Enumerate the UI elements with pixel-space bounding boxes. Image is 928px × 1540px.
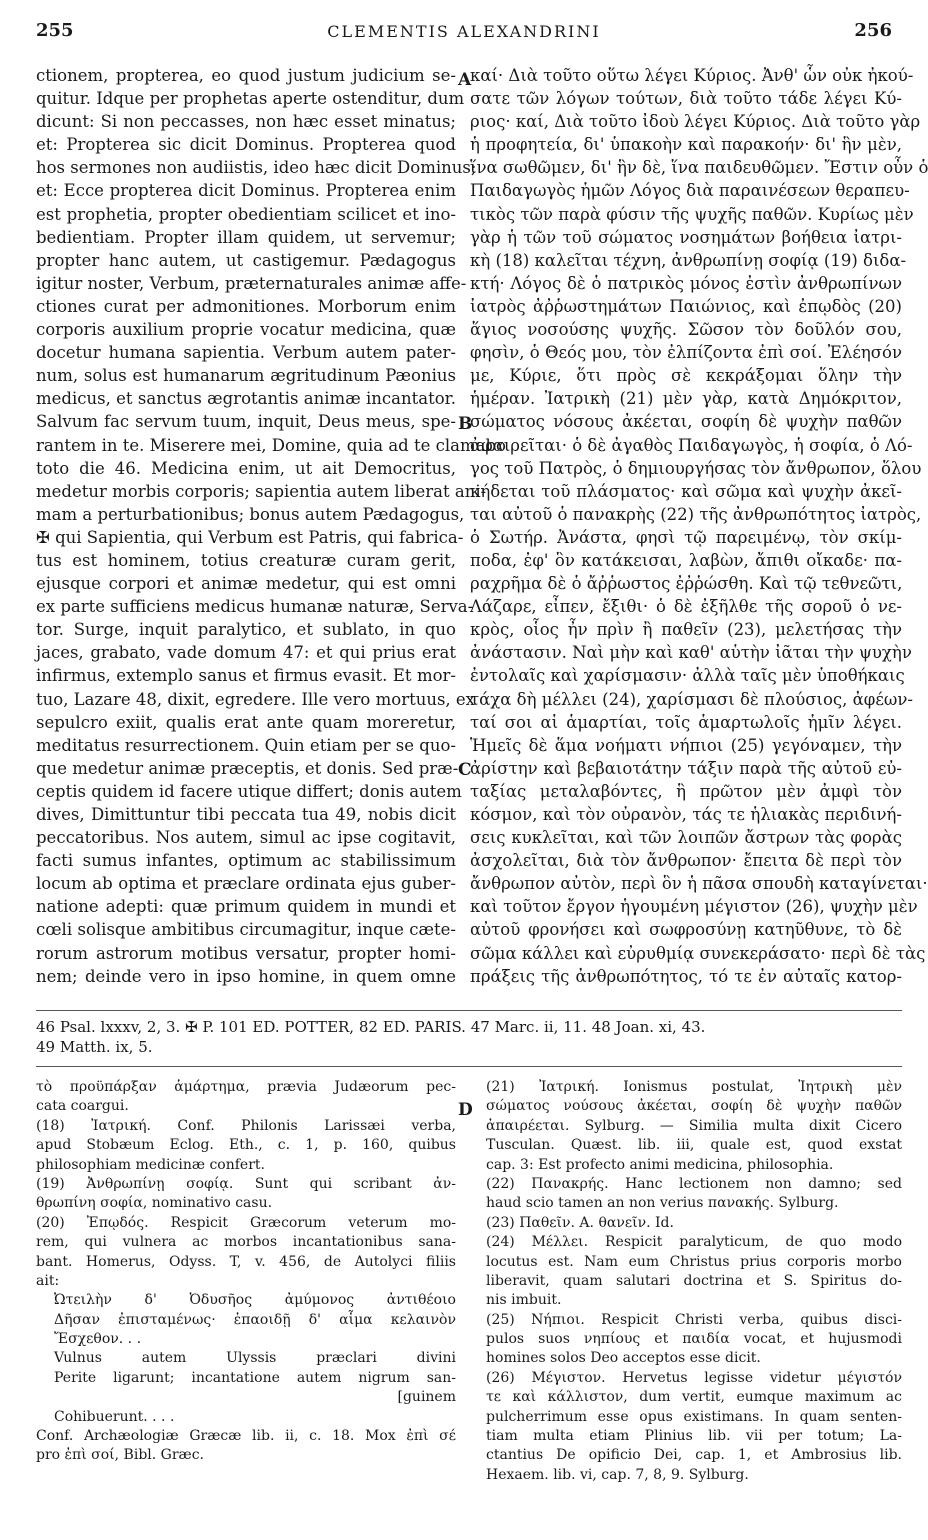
latin-text-line: bedientiam. Propter illam quidem, ut servemur; — [36, 227, 456, 247]
greek-text-line: κτή· Λόγος δὲ ὁ πατρικὸς μόνος ἐστὶν ἀνθρωπίνων — [470, 273, 902, 293]
section-marker-d: D — [458, 1100, 473, 1120]
footnote-line: ἀπαιρέεται. Sylburg. — Similia multa dixit Cicero — [486, 1117, 902, 1134]
latin-text-line: quitur. Idque per prophetas aperte ostenditur, dum — [36, 89, 465, 109]
footnote-line: (21) Ἰατρική. Ionismus postulat, Ἰητρικὴ μὲν — [486, 1079, 902, 1095]
footnote-line: Cohibuerunt. . . . — [54, 1408, 175, 1425]
footnote-line: Perite ligarunt; incantatione autem nigrum san- — [54, 1369, 456, 1386]
greek-text-line: τικὸς τῶν παρὰ φύσιν τῆς ψυχῆς παθῶν. Κυρίως μὲν — [470, 204, 914, 224]
greek-text-line: Ἡμεῖς δὲ ἅμα νοήματι νήπιοι (25) γεγόναμεν, τὴν — [470, 735, 902, 755]
greek-text-line: ριος· καί, Διὰ τοῦτο ἰδοὺ λέγει Κύριος. Διὰ τοῦτο γὰρ — [470, 112, 921, 132]
greek-text-line: αὐτοῦ φρονήσει καὶ σωφροσύνῃ κατηῦθυνε, τὸ δὲ — [470, 920, 902, 940]
greek-text-line: κὴ (18) καλεῖται τέχνη, ἀνθρωπίνῃ σοφίᾳ (19) διδα- — [470, 250, 907, 270]
latin-text-line: meditatus resurrectionem. Quin etiam per se quo- — [36, 735, 456, 755]
greek-text-line: ραχρῆμα δὲ ὁ ἄῤῥωστος ἐῤῥώσθη. Καὶ τῷ τεθνεῶτι, — [470, 574, 903, 594]
footnote-line: ait: — [36, 1272, 60, 1289]
footnote-line: Δῆσαν ἐπισταμένως· ἐπαοιδῇ δ' αἷμα κελαινὸν — [54, 1311, 456, 1328]
greek-text-line: ὁ Σωτήρ. Ἀνάστα, φησὶ τῷ παρειμένῳ, τὸν σκίμ- — [470, 527, 902, 547]
footnote-line: liberavit, quam salutari doctrina et S. Spiritus do- — [486, 1272, 902, 1289]
latin-text-line: num, solus est humanarum ægritudinum Pæonius — [36, 366, 456, 386]
footnote-line: (20) Ἐπῳδός. Respicit Græcorum veterum mo- — [36, 1214, 456, 1231]
greek-text-line: πράξεις τῆς ἀνθρωπότητος, τό τε ἐν αὐταῖς κατορ- — [470, 966, 902, 986]
footnote-line: τε καὶ κάλλιστον, dum vertit, eumque maximum ac — [486, 1389, 902, 1406]
footnote-line: pro ἐπὶ σοί, Bibl. Græc. — [36, 1447, 204, 1464]
latin-text-line: rorum astrorum motibus versatur, propter homi- — [36, 943, 456, 963]
latin-text-line: et: Ecce propterea dicit Dominus. Propterea enim — [36, 181, 456, 201]
greek-text-line: ἡμέραν. Ἰατρικὴ (21) μὲν γὰρ, κατὰ Δημόκριτον, — [470, 389, 902, 409]
latin-text-column — [36, 64, 506, 988]
footnote-line: philosophiam medicinæ confert. — [36, 1156, 265, 1173]
latin-text-line: dicunt: Si non peccasses, non hæc esset minatus; — [36, 112, 456, 132]
greek-text-line: ἰατρὸς ἀῤῥωστημάτων Παιώνιος, καὶ ἐπῳδὸς (20) — [470, 296, 902, 316]
latin-text-line: ex parte sufficiens medicus humanæ naturæ, Serva- — [36, 597, 474, 617]
footnote-line: locutus est. Nam eum Christus prius corporis morbo — [486, 1253, 902, 1270]
greek-text-line: γος τοῦ Πατρὸς, ὁ δημιουργήσας τὸν ἄνθρωπον, ὅλου — [470, 458, 922, 478]
footnote-line: pulos suos νηπίους et παιδία vocat, et hujusmodi — [486, 1331, 902, 1348]
footnote-line: homines solos Deo acceptos esse dicit. — [486, 1350, 761, 1367]
latin-text-line: cœli solisque ambitibus circumagitur, inque cæte- — [36, 920, 456, 940]
greek-text-line: σεις κυκλεῖται, καὶ τῶν λοιπῶν ἄστρων τὰς φορὰς — [470, 828, 902, 848]
latin-text-line: facti sumus infantes, optimum ac stabilissimum — [36, 851, 456, 871]
footnotes-right-column — [486, 1078, 902, 1485]
footnote-line: tiam multa etiam Plinius lib. vii per totum; La- — [486, 1428, 902, 1445]
latin-text-line: docetur humana sapientia. Verbum autem pater- — [36, 343, 456, 363]
latin-text-line: propter hanc autem, ut castigemur. Pædagogus — [36, 250, 456, 270]
greek-text-line: ἐντολαῖς καὶ χαρίσμασιν· ἀλλὰ ταῖς μὲν ὑποθήκαις — [470, 666, 905, 686]
latin-text-line: igitur noster, Verbum, præternaturales animæ affe- — [36, 273, 467, 293]
latin-text-line: nem; deinde vero in ipso homine, in quem omne — [36, 966, 456, 986]
latin-text-line: tus est hominem, totius creaturæ curam gerit, — [36, 550, 456, 570]
footnote-line: (19) Ἀνθρωπίνῃ σοφίᾳ. Sunt qui scribant ἀν- — [36, 1175, 456, 1192]
latin-text-line: ceptis quidem id facere utique differt; donis autem — [36, 781, 462, 801]
latin-text-line: tor. Surge, inquit paralytico, et sublato, in quo — [36, 620, 456, 640]
footnote-line: (24) Μέλλει. Respicit paralyticum, de quo modo — [486, 1234, 902, 1251]
greek-text-column — [470, 64, 928, 988]
latin-text-line: infirmus, extemplo sanus et firmus evasit. Et mor- — [36, 666, 456, 686]
greek-text-line: γὰρ ἡ τῶν τοῦ σώματος νοσημάτων βοήθεια ἰατρι- — [470, 227, 902, 247]
footnotes-left-column — [36, 1078, 456, 1466]
footnote-line: nis imbuit. — [486, 1292, 562, 1309]
latin-text-line: mam a perturbationibus; bonus autem Pædagogus, — [36, 504, 465, 524]
greek-text-line: κήδεται τοῦ πλάσματος· καὶ σῶμα καὶ ψυχὴν ἀκεῖ- — [470, 481, 902, 501]
latin-text-line: peccatoribus. Nos autem, simul ac ipse cogitavit, — [36, 828, 456, 848]
scripture-references — [36, 1017, 902, 1057]
latin-text-line: dives, Dimittuntur tibi peccata tua 49, nobis dicit — [36, 805, 456, 824]
greek-text-line: ἅγιος νοσούσης ψυχῆς. Σῶσον τὸν δοῦλόν σου, — [470, 320, 902, 340]
latin-text-line: medicus, et sanctus ægrotantis animæ incantator. — [36, 389, 456, 409]
latin-text-line: rantem in te. Miserere mei, Domine, quia ad te clamabo — [36, 435, 506, 455]
greek-text-line: ποδα, ἐφ' ὃν κατάκεισαι, λαβὼν, ἄπιθι οἴκαδε· πα- — [470, 550, 902, 570]
latin-text-line: corporis auxilium proprie vocatur medicina, quæ — [36, 320, 456, 340]
footnote-line: (25) Νήπιοι. Respicit Christi verba, quibus disci- — [486, 1311, 902, 1328]
greek-text-line: ἄνθρωπον αὐτὸν, περὶ ὃν ἡ πᾶσα σπουδὴ καταγίνεται· — [470, 874, 928, 894]
footnote-line: Conf. Archæologiæ Græcæ lib. ii, c. 18. Mox ἐπὶ σέ — [36, 1428, 456, 1445]
scripture-note-line: 46 Psal. lxxxv, 2, 3. ✠ P. 101 ED. POTTER, 82 ED. PARIS. 47 Marc. ii, 11. 48 Joan. xi, 43. — [36, 1018, 706, 1036]
greek-text-line: καὶ τοῦτον ἔργον ἡγουμένη μέγιστον (26), ψυχὴν μὲν — [470, 897, 918, 917]
latin-text-line: est prophetia, propter obedientiam scilicet et ino- — [36, 204, 456, 224]
section-marker-b: B — [458, 414, 473, 434]
running-header — [36, 18, 892, 48]
footnote-line: (23) Παθεῖν. A. θανεῖν. Id. — [486, 1214, 674, 1231]
greek-text-line: κόσμον, καὶ τὸν οὐρανὸν, τάς τε ἡλιακὰς περιδινή- — [470, 805, 902, 824]
footnote-line: ctantius De opificio Dei, cap. 1, et Ambrosius lib. — [486, 1447, 902, 1464]
latin-text-line: ctionem, propterea, eo quod justum judicium se- — [36, 66, 456, 85]
greek-text-line: σώματος νόσους ἀκέεται, σοφίη δὲ ψυχὴν παθῶν — [470, 412, 902, 432]
footnote-line: (22) Πανακρής. Hanc lectionem non damno; sed — [486, 1175, 902, 1192]
greek-text-line: ἵνα σωθῶμεν, δι' ἣν δὲ, ἵνα παιδευθῶμεν. Ἔστιν οὖν ὁ — [470, 158, 928, 178]
greek-text-line: ἀνάστασιν. Ναὶ μὴν καὶ καθ' αὑτὴν ἰᾶται τὴν ψυχὴν — [470, 643, 912, 663]
latin-text-line: jaces, grabato, vade domum 47: et qui prius erat — [36, 643, 456, 663]
greek-text-line: ἀφαιρεῖται· ὁ δὲ ἀγαθὸς Παιδαγωγὸς, ἡ σοφία, ὁ Λό- — [470, 435, 913, 455]
latin-text-line: que medetur animæ præceptis, et donis. Sed præ- — [36, 758, 459, 778]
latin-text-line: ejusque corpori et animæ medetur, qui est omni — [36, 574, 456, 594]
greek-text-line: κρὸς, οἷος ἦν πρὶν ἢ παθεῖν (23), μελετήσας τὴν — [470, 620, 902, 640]
footnote-line: (18) Ἰατρική. Conf. Philonis Larissæi verba, — [36, 1117, 456, 1134]
greek-text-line: τάχα δὴ μέλλει (24), χαρίσμασι δὲ πλούσιος, ἀφέων- — [470, 689, 913, 709]
footnote-line: cap. 3: Est profecto animi medicina, philosophia. — [486, 1156, 834, 1173]
greek-text-line: ται αὐτοῦ ὁ πανακρὴς (22) τῆς ἀνθρωπότητος ἰατρὸς, — [470, 504, 922, 524]
footnote-line: Hexaem. lib. vi, cap. 7, 8, 9. Sylburg. — [486, 1466, 749, 1483]
footnote-line: θρωπίνη σοφία, nominativo casu. — [36, 1195, 273, 1212]
greek-text-line: ταξίας μεταλαβόντες, ἣ πρῶτον μὲν ἀμφὶ τὸν — [470, 781, 902, 801]
latin-text-line: natione adepti: quæ primum quidem in mundi et — [36, 897, 456, 917]
footnote-line: σώματος νούσους ἀκέεται, σοφίη δὲ ψυχὴν παθῶν — [486, 1098, 902, 1115]
footnote-line: Ἔσχεθον. . . — [54, 1331, 142, 1348]
greek-text-line: ἀσχολεῖται, διὰ τὸν ἄνθρωπον· ἔπειτα δὲ περὶ τὸν — [470, 851, 902, 871]
latin-text-line: Salvum fac servum tuum, inquit, Deus meus, spe- — [36, 412, 456, 432]
footnote-line: Tusculan. Quæst. lib. iii, quale est, quod exstat — [486, 1137, 902, 1154]
footnote-line: apud Stobæum Eclog. Eth., c. 1, p. 160, quibus — [36, 1137, 456, 1154]
footnote-line: bant. Homerus, Odyss. T, v. 456, de Autolyci filiis — [36, 1253, 456, 1270]
text-divider — [36, 1010, 902, 1011]
greek-text-line: Παιδαγωγὸς ἡμῶν Λόγος διὰ παραινέσεων θεραπευ- — [470, 181, 910, 201]
left-page-number: 255 — [36, 20, 74, 41]
footnote-line: Ὠτειλὴν δ' Ὀδυσῆος ἀμύμονος ἀντιθέοιο — [54, 1292, 456, 1309]
section-marker-c: C — [458, 760, 472, 780]
right-page-number: 256 — [854, 20, 892, 41]
latin-text-line: ctiones curat per admonitiones. Morborum enim — [36, 296, 456, 316]
footnote-line: cata coargui. — [36, 1098, 129, 1115]
latin-text-line: hos sermones non audiistis, ideo hæc dicit Dominus; — [36, 158, 477, 178]
greek-text-line: φησὶν, ὁ Θεός μου, τὸν ἐλπίζοντα ἐπὶ σοί. Ἐλέησόν — [470, 343, 902, 363]
footnote-line: [guinem — [397, 1389, 456, 1406]
footnote-line: (26) Μέγιστον. Hervetus legisse videtur μέγιστόν — [486, 1369, 902, 1386]
latin-text-line: ✠ qui Sapientia, qui Verbum est Patris, qui fabrica- — [36, 527, 464, 547]
greek-text-line: ἡ προφητεία, δι' ὑπακοὴν καὶ παρακοήν· δι' ἣν μὲν, — [470, 135, 902, 155]
scripture-note-line: 49 Matth. ix, 5. — [36, 1038, 153, 1056]
greek-text-line: σῶμα κάλλει καὶ εὐρυθμίᾳ συνεκεράσατο· περὶ δὲ τὰς — [470, 943, 926, 963]
greek-text-line: σατε τῶν λόγων τούτων, διὰ τοῦτο τάδε λέγει Κύ- — [470, 89, 902, 109]
footnote-line: haud scio tamen an non verius πανακής. Sylburg. — [486, 1195, 839, 1212]
greek-text-line: ταί σοι αἱ ἁμαρτίαι, τοῖς ἁμαρτωλοῖς ἡμῖν λέγει. — [470, 712, 902, 732]
greek-text-line: ἀρίστην καὶ βεβαιοτάτην τάξιν παρὰ τῆς αὐτοῦ εὐ- — [470, 758, 902, 778]
section-marker-a: A — [458, 70, 472, 90]
footnote-line: pulcherrimum esse opus existimans. In quam senten- — [486, 1408, 902, 1425]
latin-text-line: tuo, Lazare 48, dixit, egredere. Ille vero mortuus, ex — [36, 689, 475, 709]
greek-text-line: με, Κύριε, ὅτι πρὸς σὲ κεκράξομαι ὅλην τὴν — [470, 366, 902, 386]
footnote-line: τὸ προϋπάρξαν ἁμάρτημα, prævia Judæorum pec- — [36, 1079, 456, 1095]
latin-text-line: toto die 46. Medicina enim, ut ait Democritus, — [36, 458, 456, 478]
latin-text-line: et: Propterea sic dicit Dominus. Propterea quod — [36, 135, 456, 155]
latin-text-line: locum ab optima et præclare ordinata ejus guber- — [36, 874, 456, 894]
latin-text-line: medetur morbis corporis; sapientia autem liberat ani- — [36, 481, 487, 501]
footnote-divider — [36, 1066, 902, 1067]
greek-text-line: Λάζαρε, εἶπεν, ἔξιθι· ὁ δὲ ἐξῆλθε τῆς σοροῦ ὁ νε- — [470, 597, 902, 617]
footnote-line: rem, qui vulnera ac morbos incantationibus sana- — [36, 1234, 456, 1251]
greek-text-line: καί· Διὰ τοῦτο οὕτω λέγει Κύριος. Ἀνθ' ὧν οὐκ ἠκού- — [470, 66, 914, 85]
footnote-line: Vulnus autem Ulyssis præclari divini — [54, 1350, 456, 1367]
running-title: CLEMENTIS ALEXANDRINI — [327, 22, 601, 41]
latin-text-line: sepulcro exiit, qualis erat ante quam moreretur, — [36, 712, 456, 732]
